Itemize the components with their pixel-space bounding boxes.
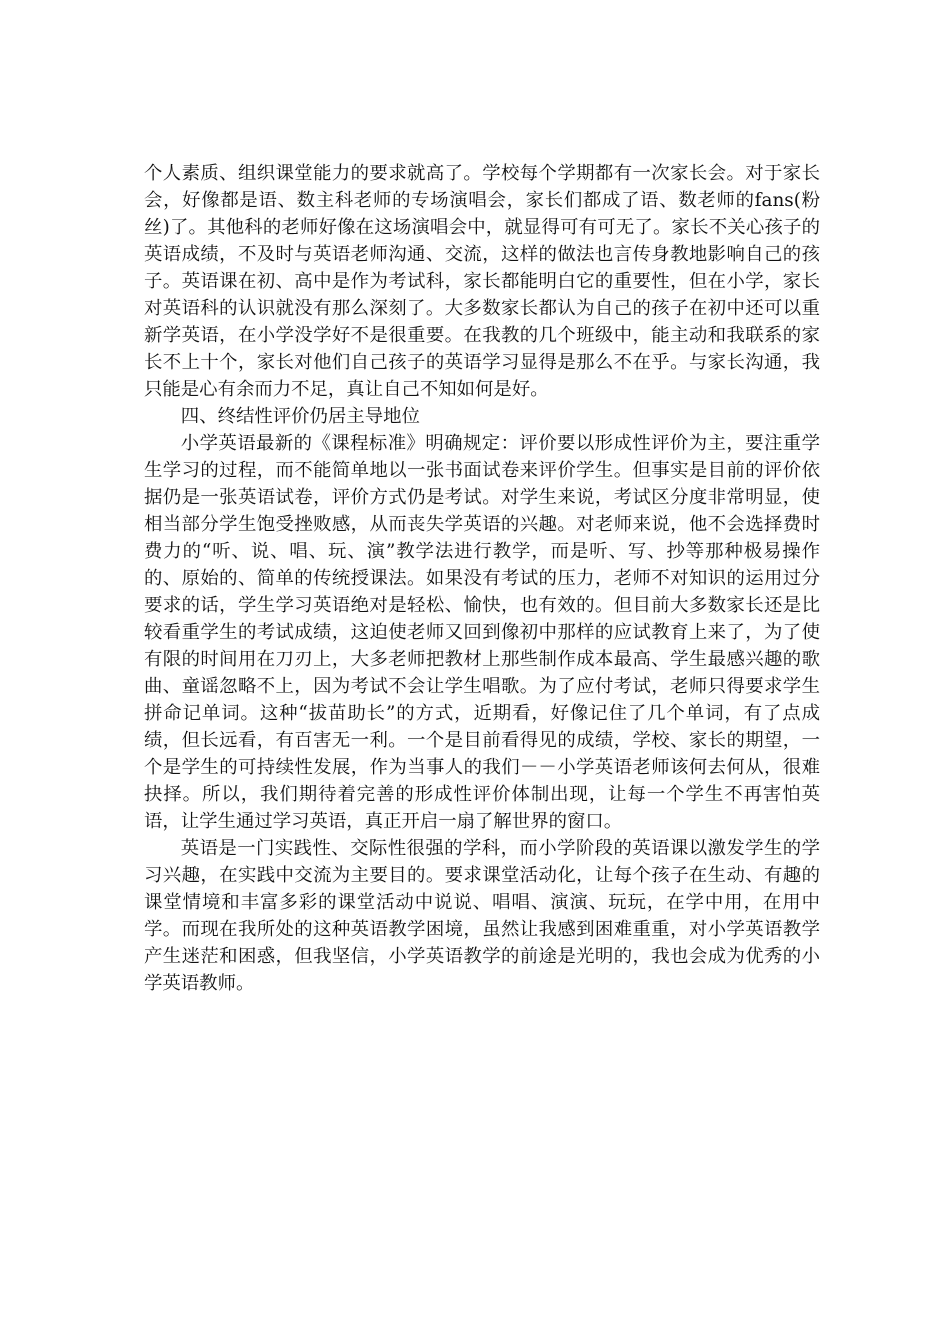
- paragraph-conclusion: 英语是一门实践性、交际性很强的学科，而小学阶段的英语课以激发学生的学习兴趣，在实践中交流为主要目的。要求课堂活动化，让每个孩子在生动、有趣的课堂情境和丰富多彩的课堂活动中说说、唱唱、演演、玩玩，在学中用，在用中学。而现在我所处的这种英语教学困境，虽然让我感到困难重重，对小学英语教学产生迷茫和困惑，但我坚信，小学英语教学的前途是光明的，我也会成为优秀的小学英语教师。: [144, 838, 820, 994]
- document-page: [144, 160, 820, 997]
- paragraph-curriculum-standard: 小学英语最新的《课程标准》明确规定：评价要以形成性评价为主，要注重学生学习的过程，而不能简单地以一张书面试卷来评价学生。但事实是目前的评价依据仍是一张英语试卷，评价方式仍是考试。对学生来说，考试区分度非常明显，使相当部分学生饱受挫败感，从而丧失学英语的兴趣。对老师来说，他不会选择费时费力的“听、说、唱、玩、演”教学法进行教学，而是听、写、抄等那种极易操作的、原始的、简单的传统授课法。如果没有考试的压力，老师不对知识的运用过分要求的话，学生学习英语绝对是轻松、愉快，也有效的。但目前大多数家长还是比较看重学生的考试成绩，这迫使老师又回到像初中那样的应试教育上来了，为了使有限的时间用在刀刃上，大多老师把教材上那些制作成本最高、学生最感兴趣的歌曲、童谣忽略不上，因为考试不会让学生唱歌。为了应付考试，老师只得要求学生拼命记单词。这种“拔苗助长”的方式，近期看，好像记住了几个单词，有了点成绩，但长远看，有百害无一利。一个是目前看得见的成绩，学校、家长的期望，一个是学生的可持续性发展，作为当事人的我们－－小学英语老师该何去何从，很难抉择。所以，我们期待着完善的形成性评价体制出现，让每一个学生不再害怕英语，让学生通过学习英语，真正开启一扇了解世界的窗口。: [144, 433, 820, 832]
- section-heading-summative-evaluation: 四、终结性评价仍居主导地位: [180, 406, 420, 427]
- paragraph-parent-meeting: 个人素质、组织课堂能力的要求就高了。学校每个学期都有一次家长会。对于家长会，好像都是语、数主科老师的专场演唱会，家长们都成了语、数老师的fans(粉丝)了。其他科的老师好像在这场演唱会中，就显得可有可无了。家长不关心孩子的英语成绩，不及时与英语老师沟通、交流，这样的做法也言传身教地影响自己的孩子。英语课在初、高中是作为考试科，家长都能明白它的重要性，但在小学，家长对英语科的认识就没有那么深刻了。大多数家长都认为自己的孩子在初中还可以重新学英语，在小学没学好不是很重要。在我教的几个班级中，能主动和我联系的家长不上十个，家长对他们自己孩子的英语学习显得是那么不在乎。与家长沟通，我只能是心有余而力不足，真让自己不知如何是好。: [144, 163, 820, 400]
